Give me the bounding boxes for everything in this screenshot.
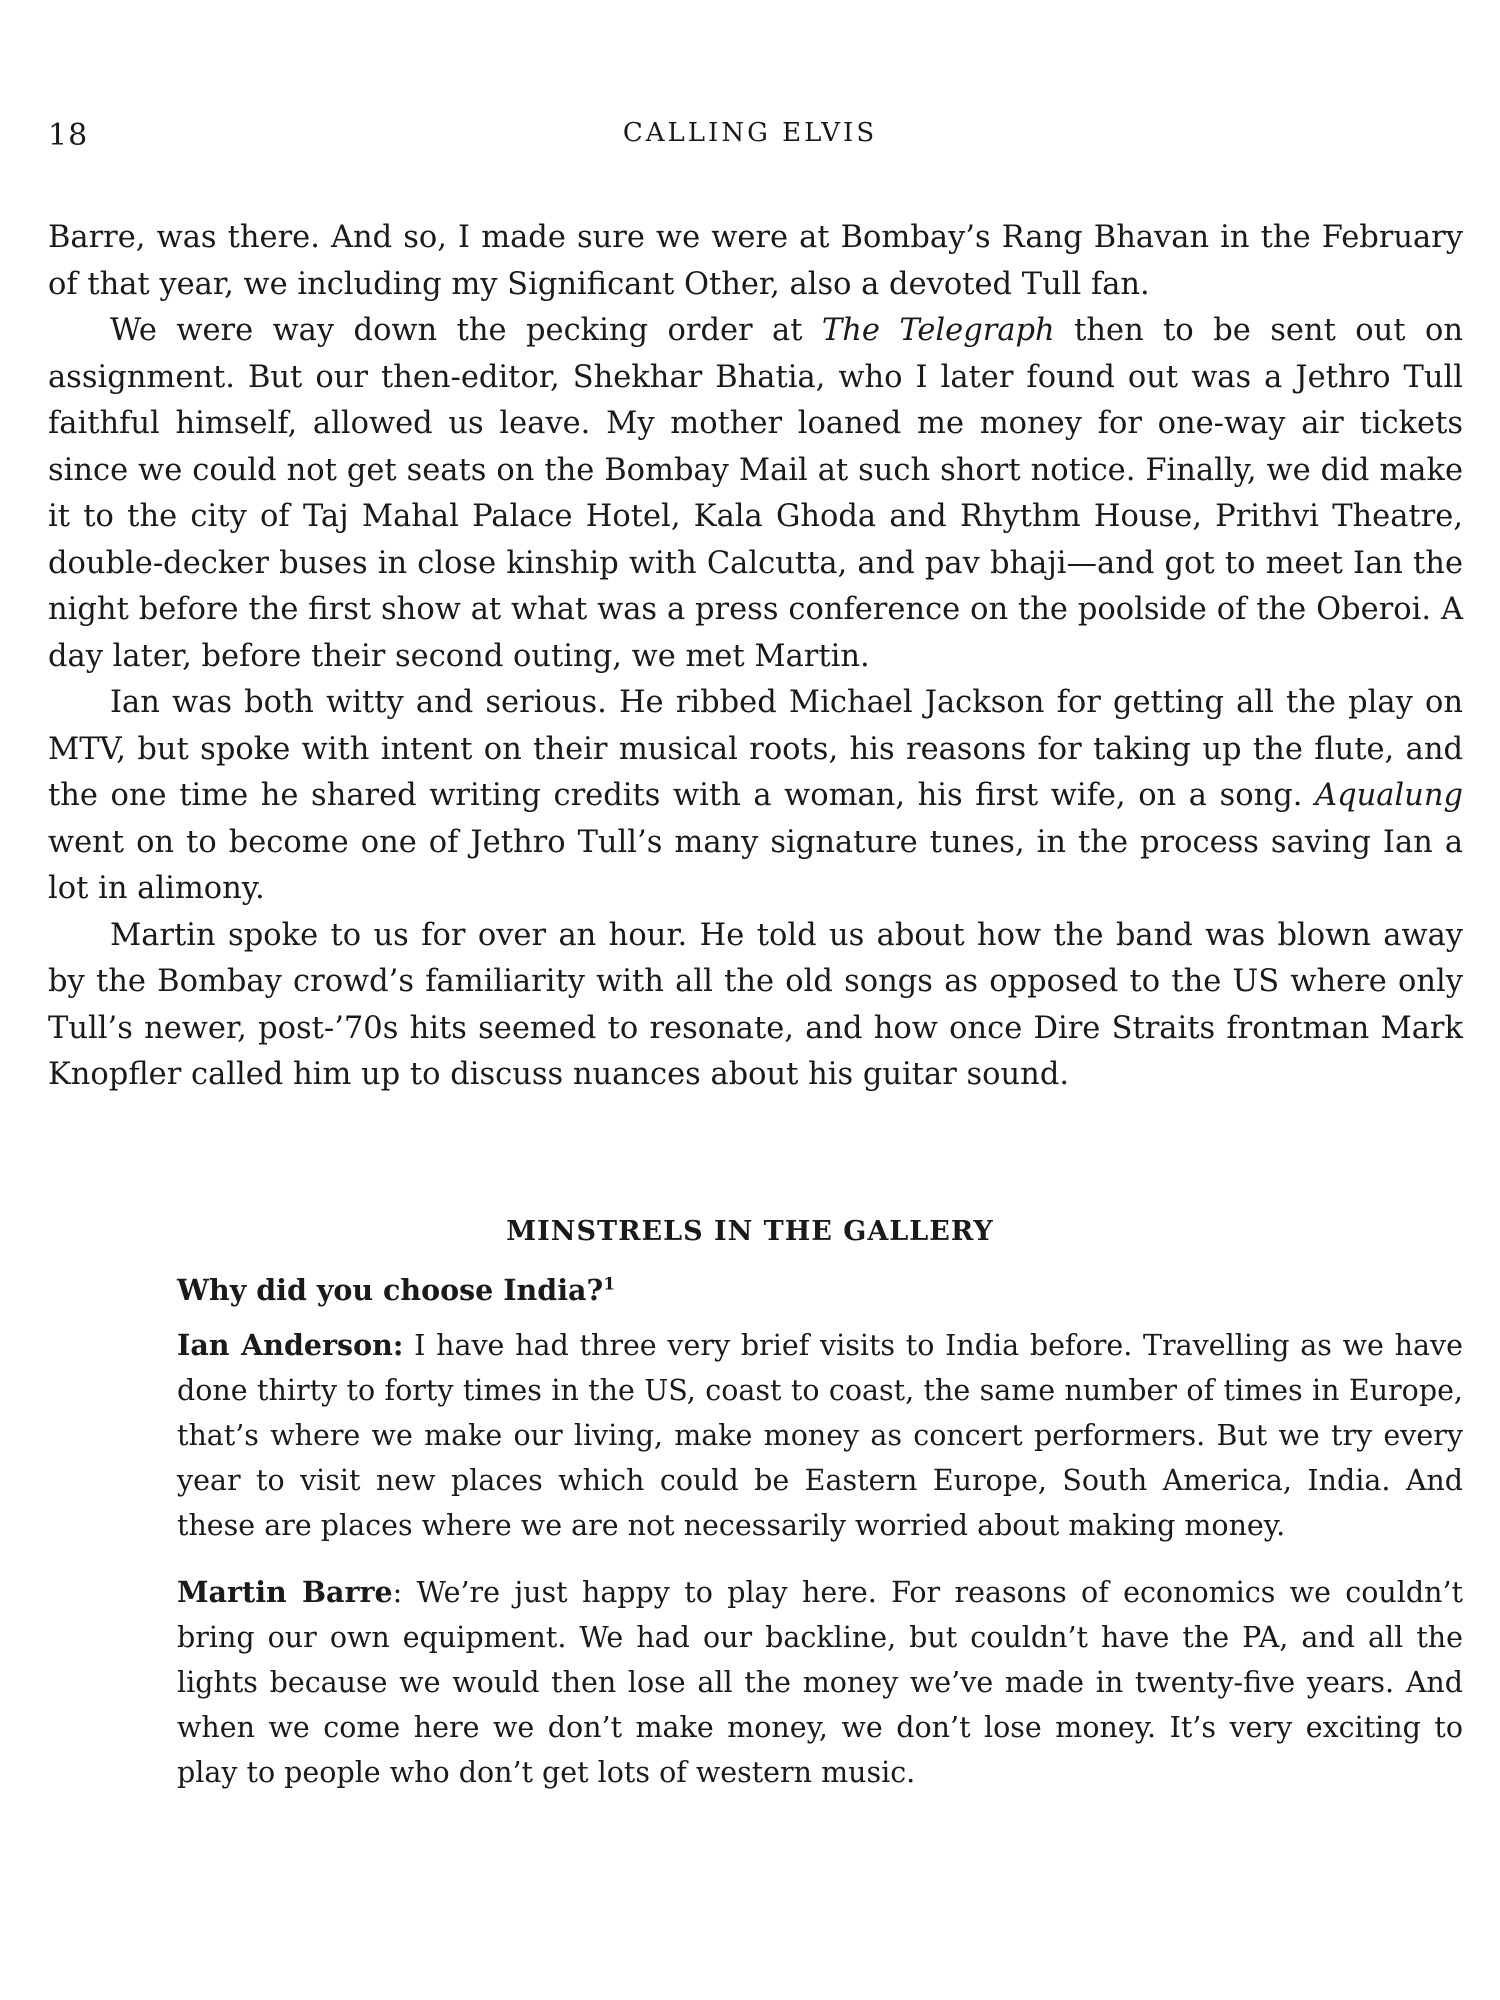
paragraph-2-part-a: We were way down the pecking order at xyxy=(110,313,822,348)
interview xyxy=(177,1268,1463,1817)
paragraph-3-part-a: Ian was both witty and serious. He ribbed Michael Jackson for getting all the play on MTV, but spoke with intent on their musical roots, his reasons for taking up the flute, and the one time he shared writing credits with a woman, his first wife, on a song. xyxy=(48,685,1463,813)
body-text xyxy=(48,215,1463,1099)
song-title: Aqualung xyxy=(1315,778,1463,813)
paragraph-4: Martin spoke to us for over an hour. He told us about how the band was blown away by the Bombay crowd’s familiarity with all the old songs as opposed to the US where only Tull’s newer, post-’70s hits seemed to resonate, and how once Dire Straits frontman Mark Knopfler called him up to discuss nuances about his guitar sound. xyxy=(48,917,1463,1092)
page-number: 18 xyxy=(48,118,89,153)
interview-question xyxy=(177,1268,1463,1313)
paragraph-3-part-b: went on to become one of Jethro Tull’s many signature tunes, in the process saving Ian a lot in alimony. xyxy=(48,824,1463,906)
footnote-marker: 1 xyxy=(603,1274,616,1295)
running-head: CALLING ELVIS xyxy=(622,118,878,148)
answer-ian-anderson xyxy=(177,1323,1463,1548)
answer-martin-barre xyxy=(177,1570,1463,1795)
paragraph-2 xyxy=(48,308,1463,680)
section-heading: MINSTRELS IN THE GALLERY xyxy=(506,1216,994,1247)
answer-1-text: I have had three very brief visits to India before. Travelling as we have done thirty to forty times in the US, coast to coast, the same number of times in Europe, that’s where we make our living, make money as concert performers. But we try every year to visit new places which could be Eastern Europe, South America, India. And these are places where we are not necessarily worried about making money. xyxy=(177,1329,1463,1542)
newspaper-title: The Telegraph xyxy=(821,313,1055,348)
question-text: Why did you choose India? xyxy=(177,1273,604,1307)
speaker-ian-anderson: Ian Anderson: xyxy=(177,1328,404,1362)
answer-2-text: : We’re just happy to play here. For reasons of economics we couldn’t bring our own equipment. We had our backline, but couldn’t have the PA, and all the lights because we would then lose all the money we’ve made in twenty-five years. And when we come here we don’t make money, we don’t lose money. It’s very exciting to play to people who don’t get lots of western music. xyxy=(177,1576,1463,1789)
speaker-martin-barre: Martin Barre xyxy=(177,1575,393,1609)
paragraph-3 xyxy=(48,680,1463,913)
paragraph-1: Barre, was there. And so, I made sure we were at Bombay’s Rang Bhavan in the February of that year, we including my Significant Other, also a devoted Tull fan. xyxy=(48,220,1463,302)
paragraph-2-part-b: then to be sent out on assignment. But our then-editor, Shekhar Bhatia, who I later found out was a Jethro Tull faithful himself, allowed us leave. My mother loaned me money for one-way air tickets since we could not get seats on the Bombay Mail at such short notice. Finally, we did make it to the city of Taj Mahal Palace Hotel, Kala Ghoda and Rhythm House, Prithvi Theatre, double-decker buses in close kinship with Calcutta, and pav bhaji—and got to meet Ian the night before the first show at what was a press conference on the poolside of the Oberoi. A day later, before their second outing, we met Martin. xyxy=(48,313,1463,674)
